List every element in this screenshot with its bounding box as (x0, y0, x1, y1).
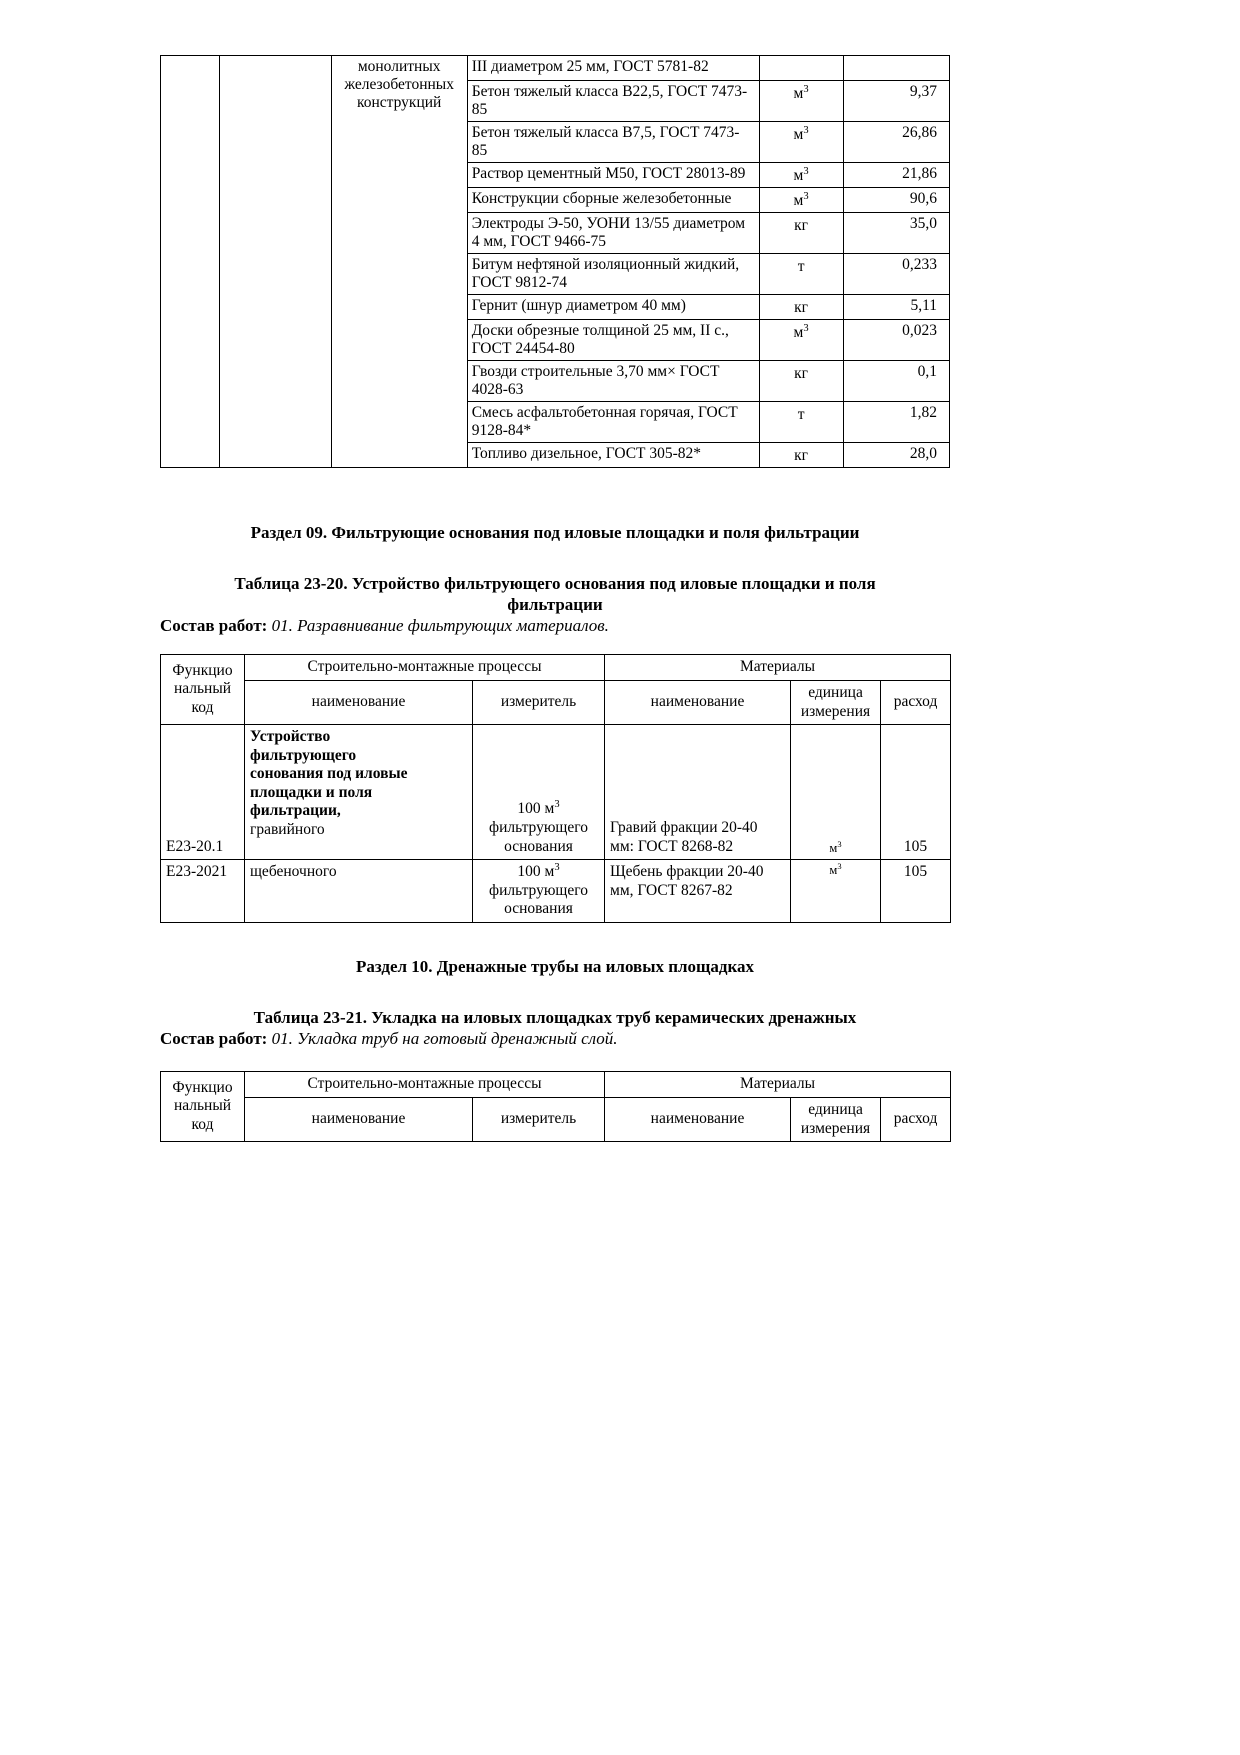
cell-consumption: 35,0 (843, 212, 949, 253)
cell-material: Щебень фракции 20-40 мм, ГОСТ 8267-82 (605, 860, 791, 923)
header-unit (791, 1097, 881, 1141)
measure-line-1: 100 $м^3$ (517, 861, 560, 881)
header-unit-line-1: единица (808, 1100, 863, 1118)
cell-unit (791, 860, 881, 923)
header-code-line-3: код (191, 1116, 214, 1134)
unit-text: кг (794, 298, 809, 316)
cell-code: Е23-20.1 (161, 725, 245, 860)
unit-text: т (797, 405, 805, 423)
gap-before-table-23-21-title (160, 977, 950, 1007)
measure-sup: 3 (554, 861, 560, 873)
unit-text: м (793, 125, 804, 143)
table-header-row-group (161, 1072, 951, 1098)
header-consumption: расход (881, 1097, 951, 1141)
header-consumption: расход (881, 680, 951, 724)
cell-material: Электроды Э-50, УОНИ 13/55 диаметром 4 мм, ГОСТ 9466-75 (467, 212, 759, 253)
unit-sup: 3 (803, 165, 809, 177)
header-process-name: наименование (245, 1097, 473, 1141)
measure-line-3: конструкций (357, 93, 442, 111)
cell-unit (759, 162, 843, 187)
lead-in-line-4: площадки и поля (250, 783, 373, 801)
table-row (161, 56, 950, 81)
cell-unit (759, 401, 843, 442)
cell-consumption: 1,82 (843, 401, 949, 442)
header-code-line-2: нальный (173, 680, 232, 698)
table-header-row-group (161, 655, 951, 681)
cell-consumption: 105 (881, 725, 951, 860)
header-group-materials: Материалы (605, 1072, 951, 1098)
unit-sup: 3 (837, 838, 842, 849)
lead-in-line-5: фильтрации, (250, 802, 341, 820)
cell-code: Е23-2021 (161, 860, 245, 923)
gap-after-table-1 (160, 468, 950, 523)
cell-unit (759, 56, 843, 81)
table-row-crushed-stone (161, 860, 951, 923)
measure-line-3: основания (504, 837, 573, 855)
unit-text: м (793, 85, 804, 102)
cell-consumption: 21,86 (843, 162, 949, 187)
table-23-21-title: Таблица 23-21. Укладка на иловых площадках труб керамических дренажных (253, 1007, 857, 1027)
header-code-line-1: Функцио (172, 1078, 233, 1096)
header-material-name: наименование (605, 680, 791, 724)
header-code-line-2: нальный (173, 1097, 232, 1115)
section-10-title: Раздел 10. Дренажные трубы на иловых площадках (355, 956, 755, 976)
cell-measure (473, 860, 605, 923)
cell-consumption: 90,6 (843, 187, 949, 212)
gap-before-table-23-21 (160, 1049, 950, 1071)
header-measure: измеритель (473, 1097, 605, 1141)
header-measure: измеритель (473, 680, 605, 724)
cell-consumption: 105 (881, 860, 951, 923)
works-label: Состав работ: (160, 1029, 268, 1049)
cell-unit (759, 187, 843, 212)
cell-unit (759, 319, 843, 360)
works-label: Состав работ: (160, 616, 268, 636)
unit-sup: 3 (803, 190, 809, 202)
header-group-processes: Строительно-монтажные процессы (245, 655, 605, 681)
header-material-name: наименование (605, 1097, 791, 1141)
measure-line-1: монолитных (357, 58, 441, 75)
cell-unit (759, 442, 843, 467)
header-process-name: наименование (245, 680, 473, 724)
measure-line-2: фильтрующего (489, 818, 588, 836)
cell-consumption: 0,1 (843, 360, 949, 401)
header-group-materials: Материалы (605, 655, 951, 681)
header-functional-code (161, 655, 245, 725)
cell-unit (791, 725, 881, 860)
cell-material: Гравий фракции 20-40 мм: ГОСТ 8268-82 (605, 725, 791, 860)
header-code-line-1: Функцио (172, 661, 233, 679)
cell-consumption: 0,233 (843, 253, 949, 294)
unit-text: м (829, 863, 838, 878)
works-text: 01. Укладка труб на готовый дренажный слой. (271, 1029, 618, 1049)
unit-text: м (829, 841, 838, 856)
cell-unit (759, 360, 843, 401)
unit-text: кг (794, 364, 809, 382)
gap-before-table-23-20 (160, 636, 950, 654)
table-23-21 (160, 1071, 951, 1142)
table-23-20 (160, 654, 951, 923)
cell-material: Бетон тяжелый класса В7,5, ГОСТ 7473-85 (467, 121, 759, 162)
cell-material: Доски обрезные толщиной 25 мм, II с., ГОСТ 24454-80 (467, 319, 759, 360)
lead-in-line-3: сонования под иловые (250, 765, 408, 783)
cell-unit (759, 294, 843, 319)
cell-consumption: 28,0 (843, 442, 949, 467)
header-unit-line-2: измерения (800, 1119, 871, 1137)
top-margin-spacer (160, 0, 950, 55)
header-unit-line-2: измерения (800, 702, 871, 720)
unit-sup: 3 (803, 83, 809, 95)
table-header-row-sub (161, 680, 951, 724)
gap-before-table-23-20-title (160, 543, 950, 573)
cell-consumption: 26,86 (843, 121, 949, 162)
cell-measure (473, 725, 605, 860)
lead-in-line-2: фильтрующего (250, 746, 357, 764)
unit-text: м (793, 191, 804, 209)
unit-sup: 3 (803, 124, 809, 136)
unit-text: м (793, 323, 804, 341)
cell-process-name-blank (220, 56, 331, 468)
cell-material: III диаметром 25 мм, ГОСТ 5781-82 (467, 56, 759, 81)
page-content (160, 0, 950, 1142)
cell-material: Бетон тяжелый класса В22,5, ГОСТ 7473-85 (467, 81, 759, 122)
section-09-title: Раздел 09. Фильтрующие основания под иловые площадки и поля фильтрации (250, 522, 860, 542)
cell-material: Гвозди строительные 3,70 мм× ГОСТ 4028-63 (467, 360, 759, 401)
cell-material: Топливо дизельное, ГОСТ 305-82* (467, 442, 759, 467)
table-23-20-title-line-1: Таблица 23-20. Устройство фильтрующего основания под иловые площадки и поля (234, 573, 876, 593)
works-text: 01. Разравнивание фильтрующих материалов. (271, 616, 609, 636)
header-group-processes: Строительно-монтажные процессы (245, 1072, 605, 1098)
cell-material: Смесь асфальтобетонная горячая, ГОСТ 9128-84* (467, 401, 759, 442)
cell-unit (759, 212, 843, 253)
cell-unit (759, 81, 843, 122)
cell-unit (759, 121, 843, 162)
table-23-21-works (160, 1028, 950, 1049)
header-functional-code (161, 1072, 245, 1142)
table-23-20-title (160, 573, 950, 616)
unit-sup: 3 (837, 860, 842, 871)
lead-in-line-1: Устройство (250, 728, 331, 746)
measure-line-2: фильтрующего (489, 881, 588, 899)
header-unit-line-1: единица (808, 683, 863, 701)
cell-consumption: 5,11 (843, 294, 949, 319)
table-23-20-title-line-2: фильтрации (507, 594, 603, 614)
unit-sup: 3 (803, 322, 809, 334)
cell-process (245, 725, 473, 860)
cell-material: Конструкции сборные железобетонные (467, 187, 759, 212)
cell-material: Раствор цементный М50, ГОСТ 28013-89 (467, 162, 759, 187)
cell-measure-continued (331, 56, 467, 468)
table-row-gravel (161, 725, 951, 860)
cell-process: щебеночного (245, 860, 473, 923)
measure-line-1: 100 $м^3$ (517, 799, 560, 818)
header-unit (791, 680, 881, 724)
unit-text: т (797, 257, 805, 275)
measure-line-3: основания (504, 900, 573, 918)
unit-text: кг (794, 446, 809, 464)
table-continued (160, 55, 950, 468)
cell-material: Гернит (шнур диаметром 40 мм) (467, 294, 759, 319)
table-23-20-works (160, 615, 950, 636)
measure-sup: 3 (554, 799, 560, 811)
cell-consumption: 0,023 (843, 319, 949, 360)
cell-unit (759, 253, 843, 294)
table-header-row-sub (161, 1097, 951, 1141)
cell-consumption (843, 56, 949, 81)
unit-text: м (793, 166, 804, 184)
header-code-line-3: код (191, 699, 214, 716)
process-name-gravel: гравийного (250, 821, 325, 839)
cell-code-blank (161, 56, 220, 468)
measure-line-2: железобетонных (344, 75, 454, 93)
gap-before-section-10 (160, 923, 950, 957)
cell-consumption: 9,37 (843, 81, 949, 122)
unit-text: кг (794, 216, 809, 234)
cell-material: Битум нефтяной изоляционный жидкий, ГОСТ 9812-74 (467, 253, 759, 294)
